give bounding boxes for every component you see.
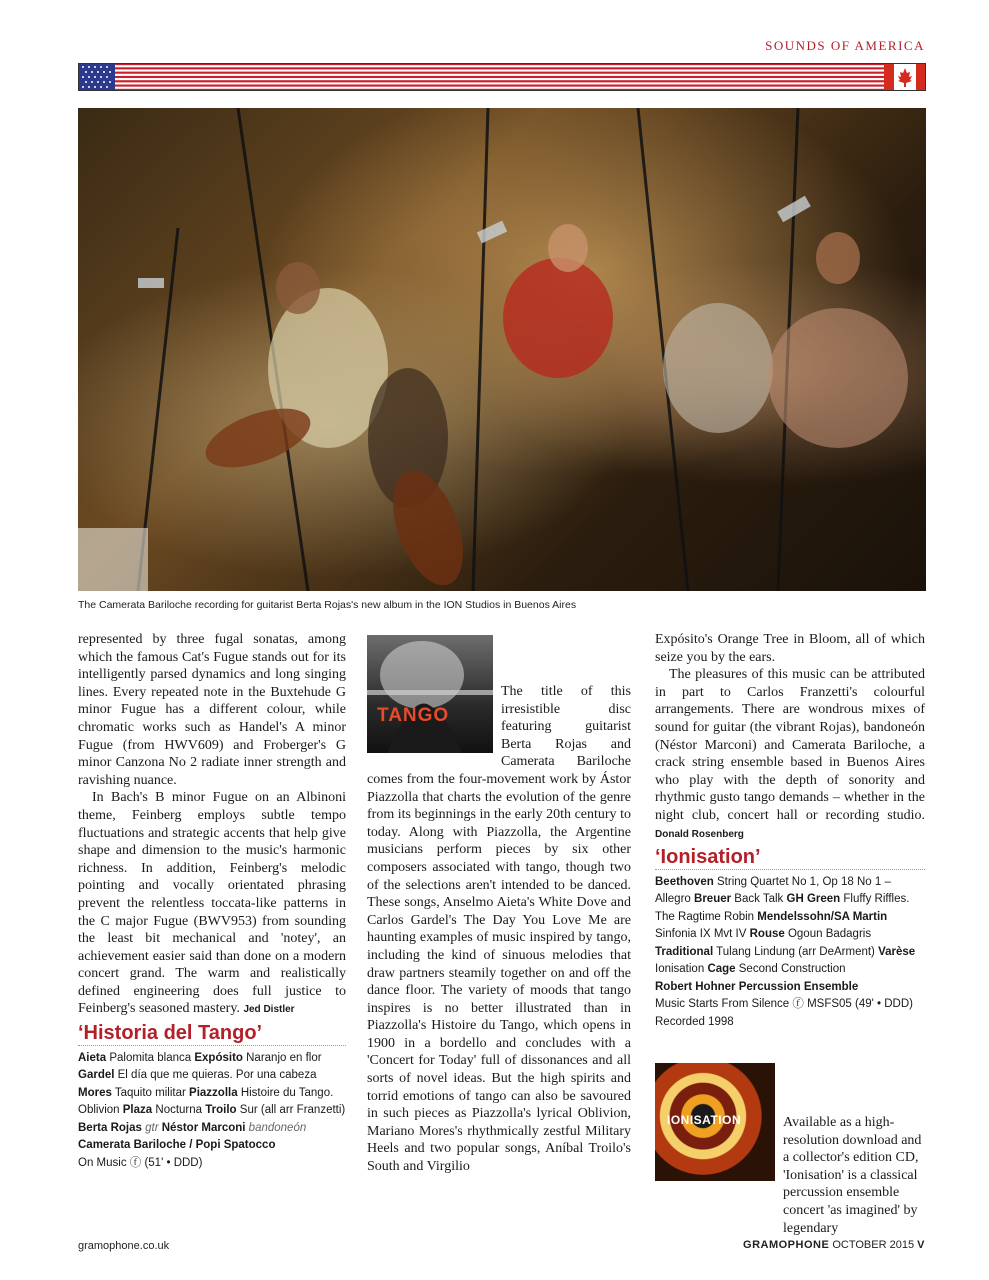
page-number: V (917, 1239, 925, 1251)
cover-title: TANGO (377, 705, 450, 726)
ionisation-listing (655, 874, 925, 1032)
work: Taquito militar (114, 1086, 186, 1099)
recording-session-photo (78, 108, 926, 591)
work: Ogoun Badagris (787, 928, 872, 941)
work: String Quartet No 1, Op 18 No 1 – Allegro (655, 875, 891, 906)
composer: Expósito (194, 1051, 243, 1064)
composer: Gardel (78, 1069, 115, 1082)
composer: Piazzolla (189, 1086, 238, 1099)
arranger-note: (all arr Franzetti) (260, 1104, 346, 1117)
label-info: On Music ⓕ (51' • DDD) (78, 1156, 203, 1169)
work: Ionisation (655, 963, 705, 976)
composer: Mores (78, 1086, 112, 1099)
work: Tulang Lindung (arr DeArment) (716, 945, 875, 958)
work: Second Construction (738, 963, 846, 976)
work: Nocturna (155, 1104, 203, 1117)
ionisation-cover (655, 1063, 775, 1181)
reviewer-signature: Jed Distler (243, 1004, 295, 1016)
work: El día que me quieras. Por una cabeza (117, 1069, 317, 1082)
composer: Troilo (205, 1104, 237, 1117)
column-1 (78, 631, 346, 1172)
composer: GH Green (786, 893, 841, 906)
magazine-name: GRAMOPHONE (743, 1239, 830, 1251)
flag-banner (78, 63, 926, 91)
composer: Plaza (122, 1104, 153, 1117)
section-label: SOUNDS OF AMERICA (765, 38, 925, 53)
ensemble: Robert Hohner Percussion Ensemble (655, 980, 859, 993)
historia-del-tango-cover (367, 635, 493, 753)
label-info: Music Starts From Silence ⓕ MSFS05 (49' • DDD) (655, 998, 913, 1011)
work: Palomita blanca (109, 1051, 192, 1064)
issue-date: OCTOBER 2015 (832, 1239, 915, 1251)
review-heading-ionisation: ‘Ionisation’ (655, 849, 925, 870)
work: Back Talk (734, 893, 784, 906)
composer: Rouse (749, 928, 785, 941)
composer: Mendelssohn/SA Martin (757, 910, 888, 923)
work: Sinfonia IX Mvt IV (655, 928, 747, 941)
magazine-footer (743, 1239, 925, 1251)
reviewer-signature: Donald Rosenberg (655, 828, 744, 840)
col3-paragraph-2: The pleasures of this music can be attributed in part to Carlos Franzetti's colourful arrangements. There are wondrous mixes of sound for guitar (the vibrant Rojas), bandoneón (Néstor Marconi) and Camerata Bariloche, a crack string ensemble based in Buenos Aires who play with the depth of sonority and rhythmic gusto tango demands – whether in the night club, concert hall or recording studio. (655, 667, 925, 823)
composer: Traditional (655, 945, 714, 958)
work: Sur (239, 1104, 258, 1117)
canada-flag (884, 63, 926, 91)
work: Histoire du Tango. Oblivion (78, 1086, 334, 1117)
composer: Aieta (78, 1051, 107, 1064)
col3-tail-paragraph: Available as a high-resolution download and a collector's edition CD, 'Ionisation' is a classical percussion ensemble concert 'as imagined' by legendary (783, 1115, 922, 1236)
review-heading-historia: ‘Historia del Tango’ (78, 1025, 346, 1046)
col1-paragraph-1: represented by three fugal sonatas, among which the famous Cat's Fugue stands out for its intelligently parsed dynamics and long singing lines. Every repeated note in the Buxtehude G minor Fugue has a different colour, while chromatic works such as Handel's A minor Fugue (from HWV609) and Froberger's G minor Canzona No 2 radiate inner strength and ravishing nuance. (78, 632, 346, 788)
composer: Cage (707, 963, 736, 976)
performer: Néstor Marconi (161, 1121, 246, 1134)
instrument: bandoneón (248, 1121, 307, 1134)
ensemble: Camerata Bariloche / Popi Spatocco (78, 1139, 276, 1152)
work: Naranjo en flor (246, 1051, 322, 1064)
photo-caption: The Camerata Bariloche recording for guitarist Berta Rojas's new album in the ION Studios in Buenos Aires (78, 599, 577, 611)
col1-paragraph-2: In Bach's B minor Fugue on an Albinoni theme, Feinberg employs subtle tempo fluctuations and strategic accents that help give shape and dimension to the music's harmonic richness. In addition, Feinberg's melodic pointing and vocally orientated phrasing prevent the relentless toccata-like patterns in the C major Fugue (BWV953) from sounding the least bit mechanical and 'notey', an achievement easier said than done on a modern concert grand. The warm and realistically defined engineering does full justice to Feinberg's seasoned mastery. (78, 790, 346, 1017)
col2-paragraph: The title of this irresistible disc featuring guitarist Berta Rojas and Camerata Bariloche comes from the four-movement work by Ástor Piazzolla that charts the evolution of the genre from its beginnings in the early 20th century to today. Along with Piazzolla, the Argentine musicians perform pieces by six other composers associated with tango, though two of the selections aren't intended to be danced. These songs, Anselmo Aieta's White Dove and Carlos Gardel's The Day You Love Me are haunting examples of music inspired by tango, including the kind of sinuous melodies that draw partners steamily together on and off the dance floor. The variety of moods that tango inspires is no better illustrated than in Piazzolla's Histoire du Tango, which opens in 1900 in a bordello and concludes with a 'Concert for Today' full of dissonances and all sorts of novel ideas. But the high spirits and torrid emotions of tango can also be savoured in such pieces as Piazzolla's lyrical Oblivion, Mariano Mores's rhythmically zestful Military Heels and two popular songs, Aníbal Troilo's South and Virgilio (367, 684, 631, 1175)
cover-title: IONISATION (667, 1113, 742, 1127)
historia-listing (78, 1050, 346, 1173)
composer: Varèse (878, 945, 916, 958)
col3-paragraph-1: Expósito's Orange Tree in Bloom, all of which seize you by the ears. (655, 632, 925, 665)
composer: Breuer (694, 893, 732, 906)
website-footer: gramophone.co.uk (78, 1240, 170, 1252)
col3-tail-wrap (783, 1114, 925, 1237)
performer: Berta Rojas (78, 1121, 142, 1134)
recording-date: Recorded 1998 (655, 1015, 734, 1028)
column-3 (655, 631, 925, 1031)
composer: Beethoven (655, 875, 714, 888)
work: Fluffy Riffles. The Ragtime Robin (655, 893, 910, 923)
instrument: gtr (145, 1121, 159, 1134)
